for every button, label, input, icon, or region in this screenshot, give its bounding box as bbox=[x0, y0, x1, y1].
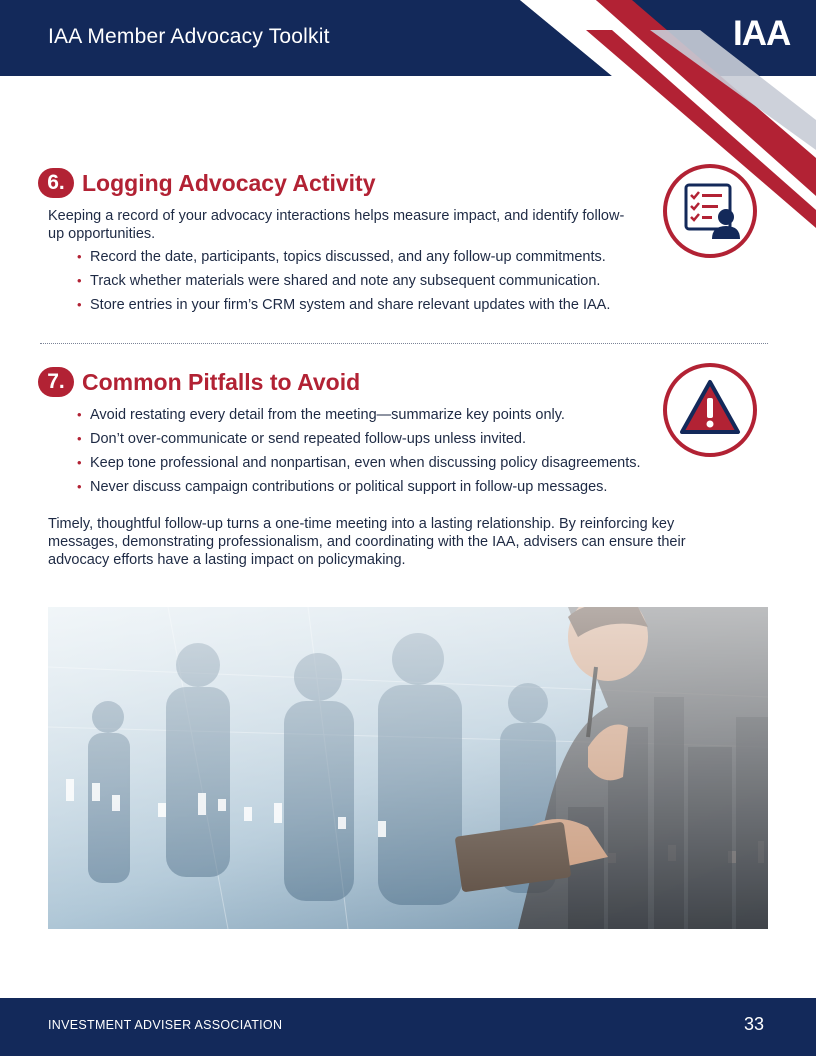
warning-icon bbox=[662, 362, 758, 458]
footer-organization: INVESTMENT ADVISER ASSOCIATION bbox=[48, 1018, 283, 1032]
checklist-user-icon bbox=[662, 163, 758, 259]
iaa-logo: IAA bbox=[733, 14, 791, 53]
section-6-bullet-list bbox=[77, 248, 687, 320]
list-item: • Never discuss campaign contributions or political support in follow-up messages. bbox=[77, 478, 687, 502]
section-7-number: 7. bbox=[38, 367, 74, 397]
business-photo bbox=[48, 607, 768, 929]
header-title: IAA Member Advocacy Toolkit bbox=[48, 25, 330, 48]
page-number: 33 bbox=[743, 1014, 764, 1034]
section-6-intro: Keeping a record of your advocacy interactions helps measure impact, and identify follow-up opportunities. bbox=[48, 208, 625, 242]
closing-paragraph: Timely, thoughtful follow-up turns a one-time meeting into a lasting relationship. By reinforcing key messages, demonstrating professionalism, and coordinating with the IAA, advisers can ensure their advocacy efforts have a lasting impact on policymaking. bbox=[48, 516, 686, 568]
list-item: • Record the date, participants, topics discussed, and any follow-up commitments. bbox=[77, 248, 687, 272]
section-7-bullet-list bbox=[77, 406, 687, 502]
section-6-heading bbox=[38, 168, 376, 198]
list-item: • Don’t over-communicate or send repeated follow-ups unless invited. bbox=[77, 430, 687, 454]
list-item: • Avoid restating every detail from the meeting—summarize key points only. bbox=[77, 406, 687, 430]
section-7-title: Common Pitfalls to Avoid bbox=[82, 368, 361, 395]
list-item: • Keep tone professional and nonpartisan, even when discussing policy disagreements. bbox=[77, 454, 687, 478]
section-6-number: 6. bbox=[38, 168, 74, 198]
list-item: • Track whether materials were shared and note any subsequent communication. bbox=[77, 272, 687, 296]
section-7-heading bbox=[38, 367, 360, 397]
list-item: • Store entries in your firm’s CRM system and share relevant updates with the IAA. bbox=[77, 296, 687, 320]
section-6-title: Logging Advocacy Activity bbox=[82, 169, 376, 196]
footer-bar bbox=[0, 998, 816, 1056]
header-banner bbox=[0, 0, 816, 76]
section-divider bbox=[40, 343, 768, 344]
